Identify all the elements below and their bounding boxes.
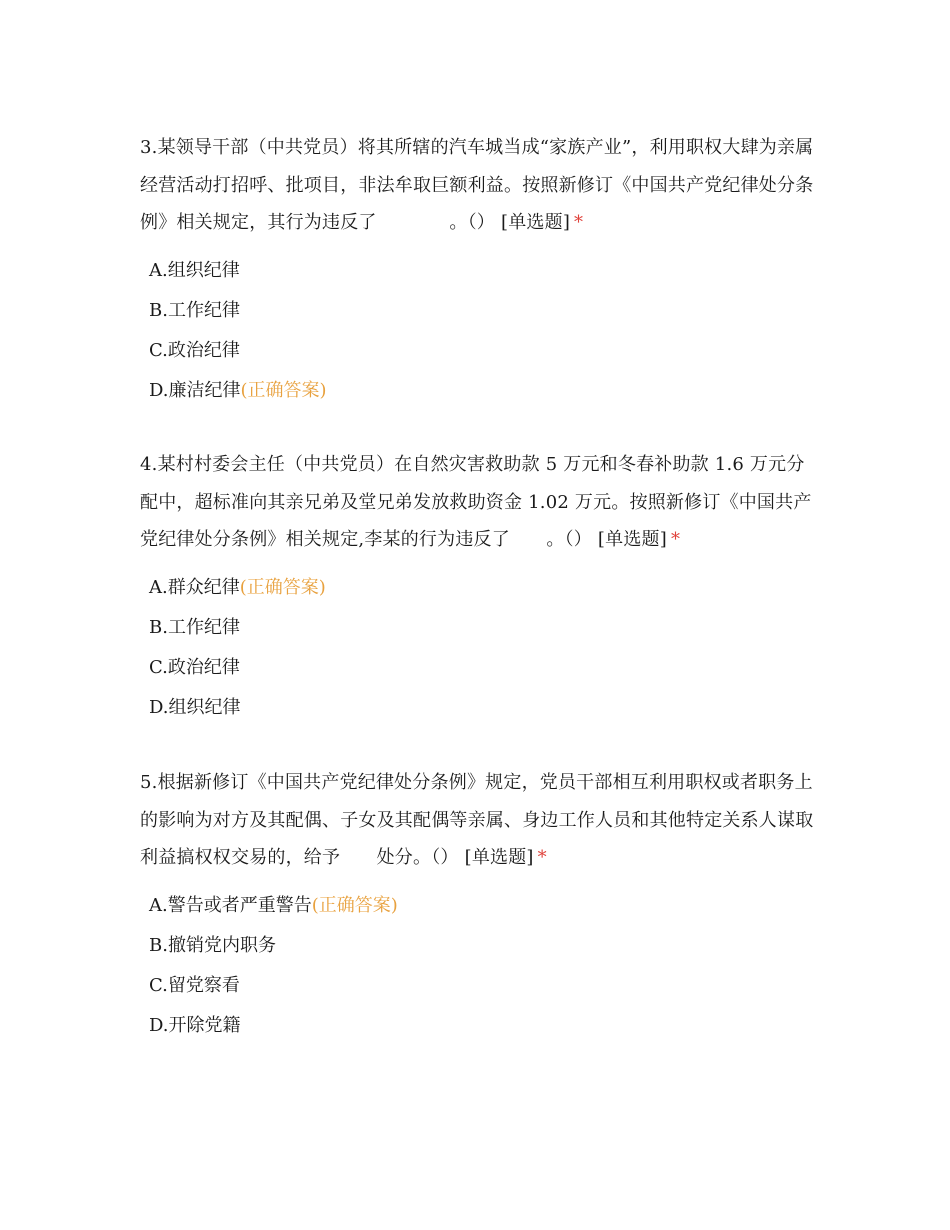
option-list — [140, 251, 820, 411]
option-label: A.警告或者严重警告 — [149, 894, 312, 916]
option-d[interactable] — [140, 688, 820, 728]
required-marker: * — [537, 847, 547, 868]
required-marker: * — [670, 529, 681, 550]
option-label: A.组织纪律 — [149, 259, 240, 281]
question-text: 4.某村村委会主任（中共党员）在自然灾害救助款 5 万元和冬春补助款 1.6 万元分配中，超标准向其亲兄弟及堂兄弟发放救助资金 1.02 万元。按照新修订《中国共产党纪律处分条例》相关规定,李某的行为违反了 。（） — [140, 454, 812, 550]
correct-answer-mark: (正确答案) — [311, 894, 398, 916]
question-type-tag: [单选题] — [464, 847, 534, 868]
question-stem — [140, 129, 820, 242]
option-list — [140, 886, 820, 1046]
option-b[interactable] — [140, 926, 820, 966]
question-4 — [140, 446, 820, 728]
option-label: C.留党察看 — [149, 974, 240, 996]
option-label: B.工作纪律 — [149, 616, 240, 638]
correct-answer-mark: (正确答案) — [240, 379, 327, 401]
question-type-tag: [单选题] — [501, 212, 571, 233]
option-d[interactable] — [140, 1006, 820, 1046]
option-label: D.开除党籍 — [149, 1014, 241, 1036]
option-label: C.政治纪律 — [149, 339, 240, 361]
question-3 — [140, 129, 820, 411]
option-a[interactable] — [140, 886, 820, 926]
option-label: D.组织纪律 — [149, 696, 241, 718]
option-c[interactable] — [140, 331, 820, 371]
question-type-tag: [单选题] — [597, 529, 667, 550]
question-stem — [140, 764, 820, 877]
option-c[interactable] — [140, 966, 820, 1006]
option-a[interactable] — [140, 568, 820, 608]
option-b[interactable] — [140, 608, 820, 648]
question-text: 3.某领导干部（中共党员）将其所辖的汽车城当成“家族产业”，利用职权大肆为亲属经营活动打招呼、批项目，非法牟取巨额利益。按照新修订《中国共产党纪律处分条例》相关规定，其行为违反了 。（） — [140, 137, 814, 233]
option-label: B.工作纪律 — [149, 299, 240, 321]
option-list — [140, 568, 820, 728]
option-label: B.撤销党内职务 — [149, 934, 276, 956]
required-marker: * — [574, 212, 584, 233]
correct-answer-mark: (正确答案) — [239, 576, 326, 598]
option-b[interactable] — [140, 291, 820, 331]
question-text: 5.根据新修订《中国共产党纪律处分条例》规定，党员干部相互利用职权或者职务上的影响为对方及其配偶、子女及其配偶等亲属、身边工作人员和其他特定关系人谋取利益搞权权交易的，给予 处分。（） — [140, 772, 814, 868]
option-label: D.廉洁纪律 — [149, 379, 241, 401]
option-label: A.群众纪律 — [149, 576, 240, 598]
option-a[interactable] — [140, 251, 820, 291]
question-stem — [140, 446, 820, 559]
option-d[interactable] — [140, 371, 820, 411]
option-c[interactable] — [140, 648, 820, 688]
option-label: C.政治纪律 — [149, 656, 240, 678]
question-5 — [140, 764, 820, 1046]
